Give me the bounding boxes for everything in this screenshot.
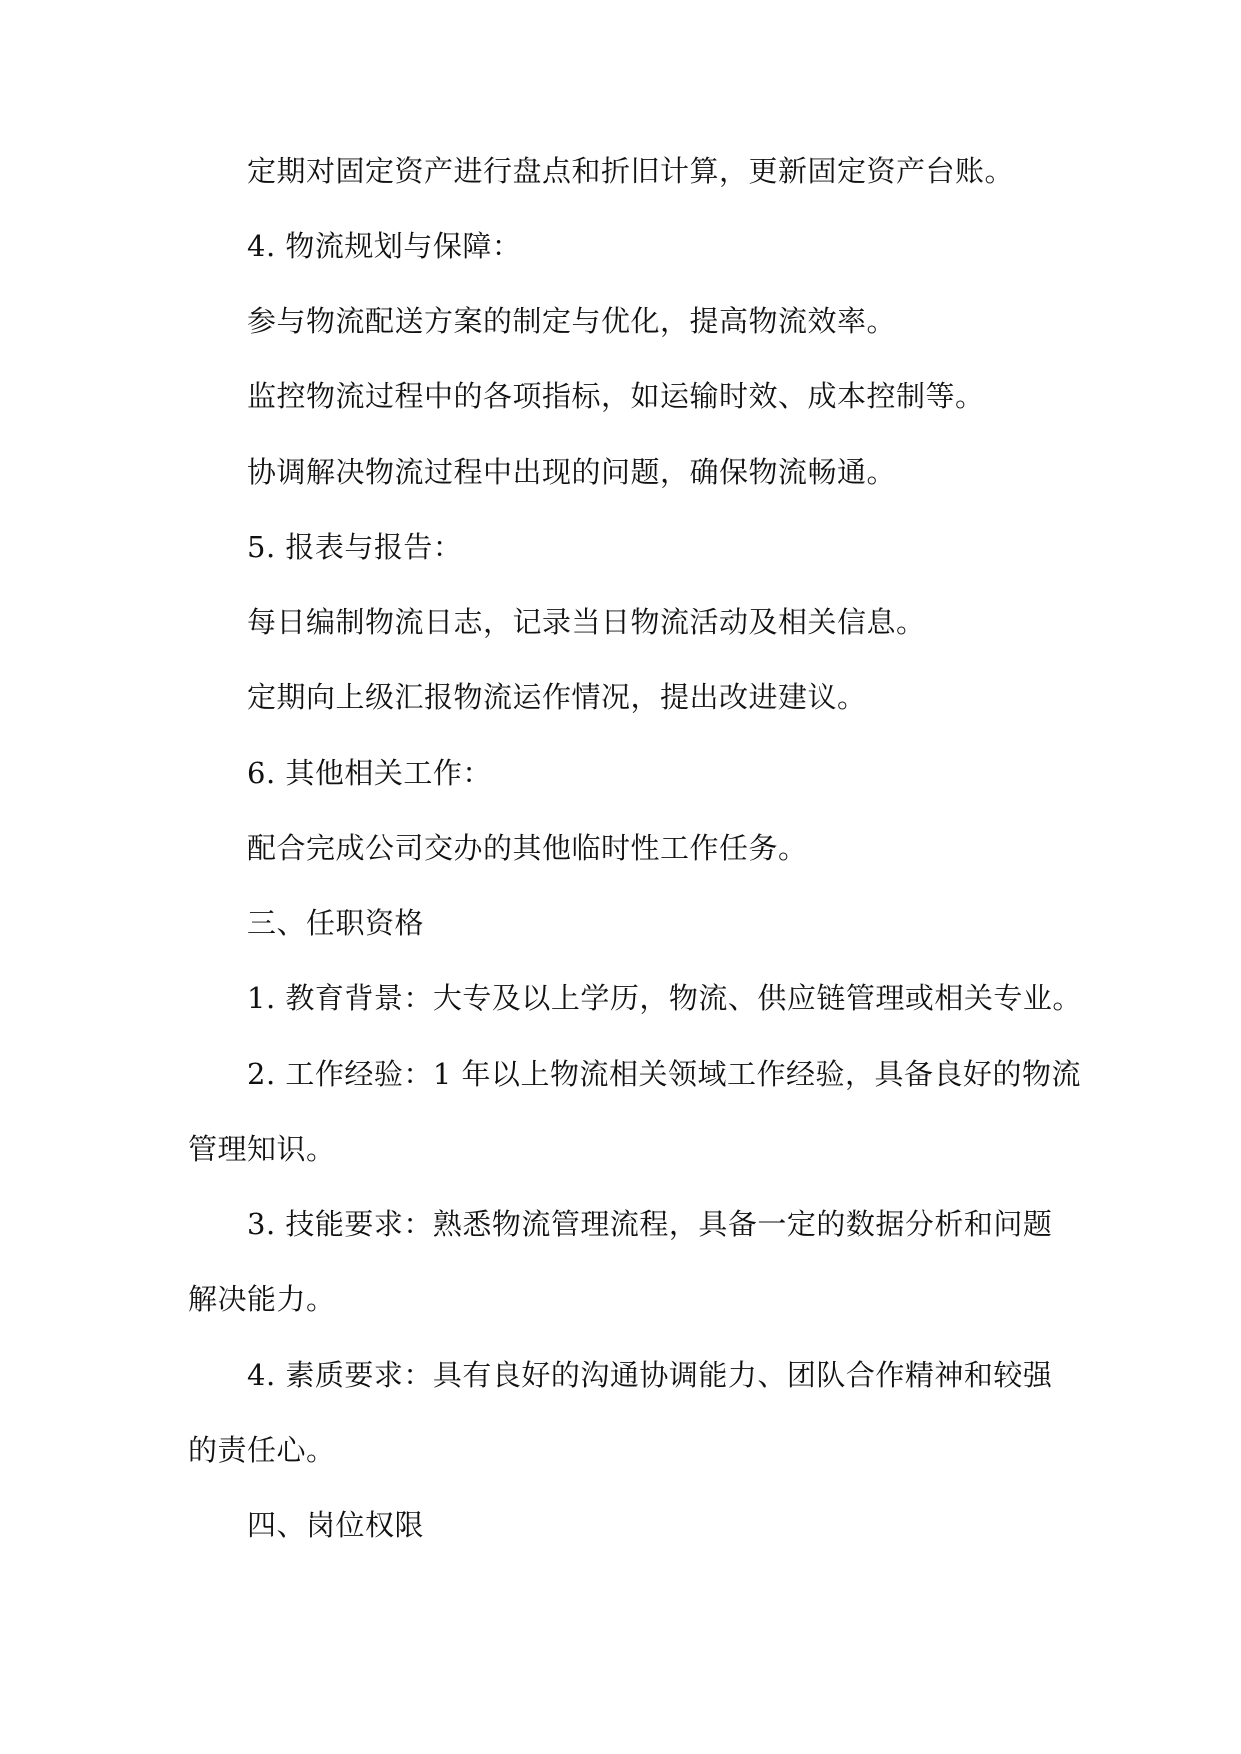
- chapter-heading: 四、岗位权限: [247, 1508, 425, 1542]
- text-line: 的责任心。: [188, 1433, 336, 1467]
- text-line: 参与物流配送方案的制定与优化，提高物流效率。: [247, 304, 897, 338]
- text-line: 4. 素质要求：具有良好的沟通协调能力、团队合作精神和较强: [247, 1358, 1053, 1392]
- text-line: 定期对固定资产进行盘点和折旧计算，更新固定资产台账。: [247, 154, 1015, 188]
- text-line: 1. 教育背景：大专及以上学历，物流、供应链管理或相关专业。: [247, 981, 1082, 1015]
- text-line: 管理知识。: [188, 1132, 336, 1166]
- text-line: 3. 技能要求：熟悉物流管理流程，具备一定的数据分析和问题: [247, 1207, 1053, 1241]
- text-line: 协调解决物流过程中出现的问题，确保物流畅通。: [247, 455, 897, 489]
- section-heading: 5. 报表与报告：: [247, 530, 463, 564]
- text-line: 解决能力。: [188, 1282, 336, 1316]
- section-heading: 6. 其他相关工作：: [247, 756, 492, 790]
- text-line: 2. 工作经验：1 年以上物流相关领域工作经验，具备良好的物流: [247, 1057, 1082, 1091]
- text-line: 每日编制物流日志，记录当日物流活动及相关信息。: [247, 605, 926, 639]
- text-line: 监控物流过程中的各项指标，如运输时效、成本控制等。: [247, 379, 985, 413]
- text-line: 定期向上级汇报物流运作情况，提出改进建议。: [247, 680, 867, 714]
- chapter-heading: 三、任职资格: [247, 906, 425, 940]
- text-line: 配合完成公司交办的其他临时性工作任务。: [247, 831, 808, 865]
- section-heading: 4. 物流规划与保障：: [247, 229, 522, 263]
